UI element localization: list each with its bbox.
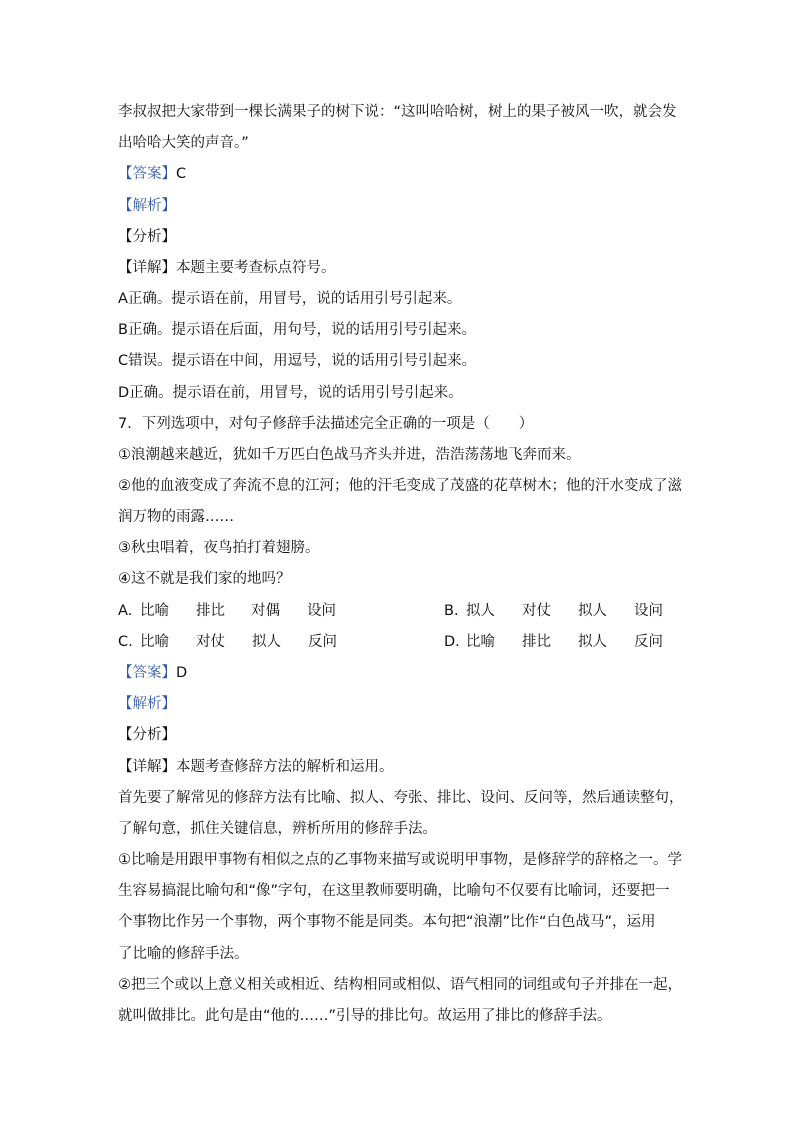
explanation-line: 了解句意，抓住关键信息，辨析所用的修辞手法。 — [118, 821, 437, 837]
passage-line: 李叔叔把大家带到一棵长满果子的树下说：“这叫哈哈树，树上的果子被风一吹，就会发 — [118, 104, 677, 120]
option-word: 对仗 — [522, 603, 551, 619]
passage-line: 出哈哈大笑的声音。” — [118, 135, 249, 151]
option-letter: C. — [118, 634, 133, 650]
option-word: 反问 — [308, 634, 337, 650]
option-word: 拟人 — [578, 634, 607, 650]
answer-line — [118, 663, 678, 683]
explanation-line: 就叫做排比。此句是由“他的……”引导的排比句。故运用了排比的修辞手法。 — [118, 1008, 612, 1024]
option-a — [118, 601, 336, 621]
answer-tag: 【答案】 — [118, 665, 176, 681]
explanation-line: 个事物比作另一个事物，两个事物不能是同类。本句把“浪潮”比作“白色战马”，运用 — [118, 914, 656, 930]
explanation-line: D正确。提示语在前，用冒号，说的话用引号引起来。 — [118, 385, 463, 401]
option-word: 排比 — [196, 603, 225, 619]
answer-line — [118, 164, 678, 184]
fenxi-label: 【分析】 — [118, 229, 176, 245]
option-word: 比喻 — [466, 634, 495, 650]
explanation-line: C错误。提示语在中间，用逗号，说的话用引号引起来。 — [118, 353, 477, 369]
option-letter: D. — [444, 634, 460, 650]
question-item: ③秋虫唱着，夜鸟拍打着翅膀。 — [118, 540, 320, 556]
explanation-line: ①比喻是用跟甲事物有相似之点的乙事物来描写或说明甲事物，是修辞学的辞格之一。学 — [118, 852, 682, 868]
detail-line: 【详解】本题主要考查标点符号。 — [118, 260, 336, 276]
detail-line: 【详解】本题考查修辞方法的解析和运用。 — [118, 759, 394, 775]
explanation-line: 生容易搞混比喻句和“像”字句，在这里教师要明确，比喻句不仅要有比喻词，还要把一 — [118, 883, 670, 899]
option-d — [444, 632, 663, 652]
question-item: ②他的血液变成了奔流不息的江河；他的汗毛变成了茂盛的花草树木；他的汗水变成了滋 — [118, 478, 682, 494]
option-b — [444, 601, 663, 621]
explanation-line: B正确。提示语在后面，用句号，说的话用引号引起来。 — [118, 322, 476, 338]
option-word: 设问 — [634, 603, 663, 619]
option-word: 排比 — [522, 634, 551, 650]
analysis-tag: 【解析】 — [118, 696, 176, 712]
explanation-line: 了比喻的修辞手法。 — [118, 946, 249, 962]
option-letter: B. — [444, 603, 459, 619]
answer-tag: 【答案】 — [118, 166, 176, 182]
question-item: ①浪潮越来越近，犹如千万匹白色战马齐头并进，浩浩荡荡地飞奔而来。 — [118, 447, 581, 463]
option-letter: A. — [118, 603, 133, 619]
option-word: 拟人 — [252, 634, 281, 650]
option-word: 拟人 — [466, 603, 495, 619]
option-word: 比喻 — [140, 634, 169, 650]
option-word: 反问 — [634, 634, 663, 650]
option-word: 对仗 — [196, 634, 225, 650]
question-item: 润万物的雨露…… — [118, 509, 234, 525]
option-word: 拟人 — [578, 603, 607, 619]
option-word: 对偶 — [251, 603, 280, 619]
fenxi-label: 【分析】 — [118, 727, 176, 743]
answer-value: D — [176, 665, 188, 681]
question-title: 7．下列选项中，对句子修辞手法描述完全正确的一项是（ ） — [118, 416, 534, 432]
explanation-line: A正确。提示语在前，用冒号，说的话用引号引起来。 — [118, 291, 462, 307]
explanation-line: ②把三个或以上意义相关或相近、结构相同或相似、语气相同的词组或句子并排在一起， — [118, 977, 682, 993]
option-word: 比喻 — [140, 603, 169, 619]
option-c — [118, 632, 337, 652]
question-item: ④这不就是我们家的地吗？ — [118, 571, 291, 587]
option-word: 设问 — [307, 603, 336, 619]
analysis-tag: 【解析】 — [118, 198, 176, 214]
explanation-line: 首先要了解常见的修辞方法有比喻、拟人、夸张、排比、设问、反问等，然后通读整句， — [118, 790, 684, 806]
answer-value: C — [176, 166, 187, 182]
